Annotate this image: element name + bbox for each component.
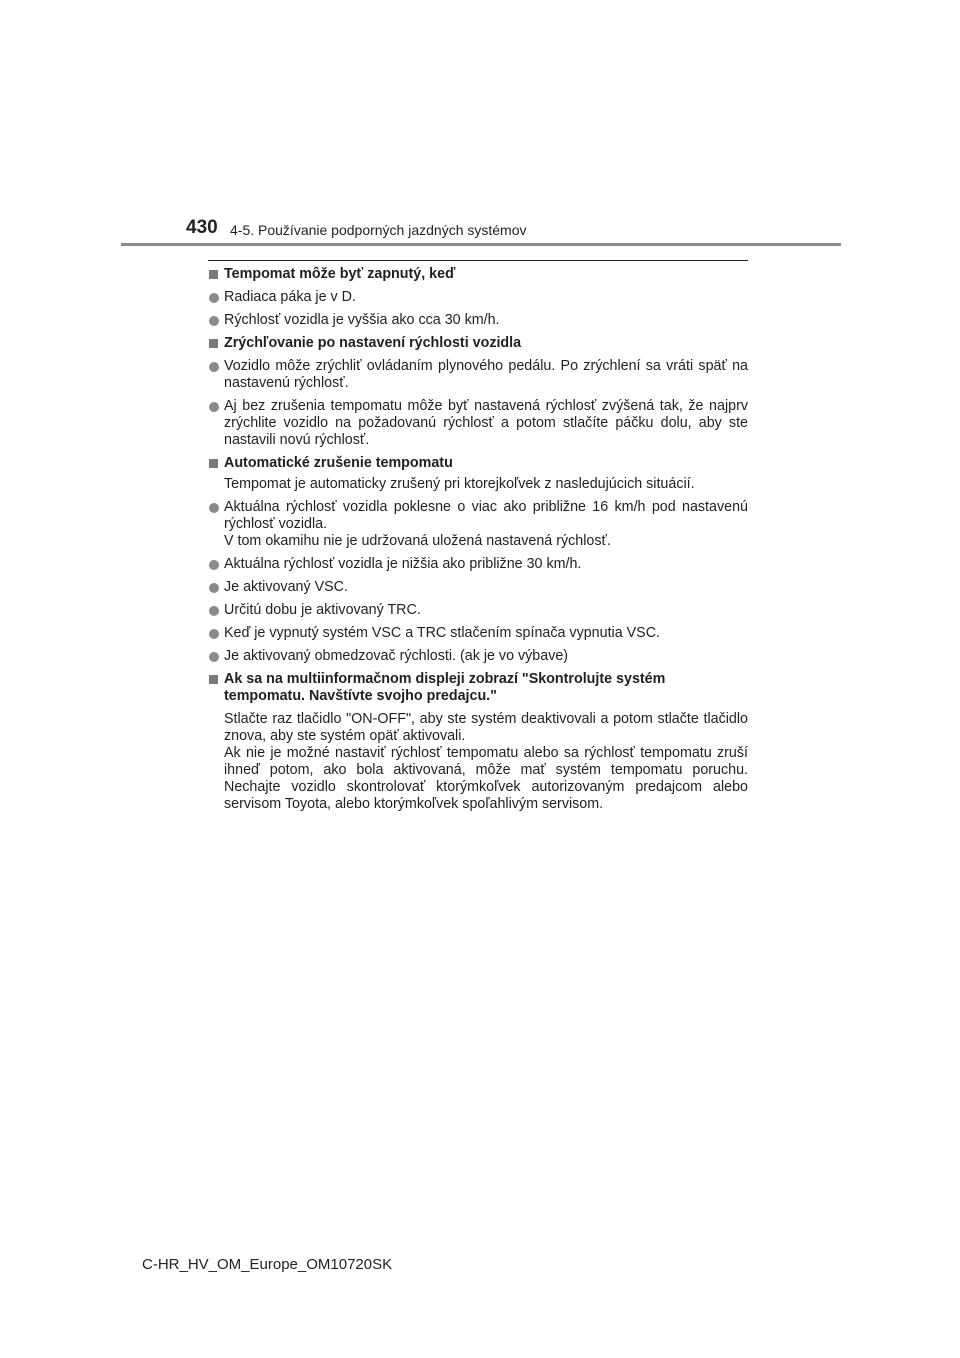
list-item-text: Vozidlo môže zrýchliť ovládaním plynového pedálu. Po zrýchlení sa vráti späť na nastavenú rýchlosť.: [224, 358, 748, 391]
section-heading: [208, 455, 748, 472]
list-item-text: Aktuálna rýchlosť vozidla poklesne o viac ako približne 16 km/h pod nastavenú rýchlosť vozidla.: [224, 499, 748, 532]
round-bullet-icon: [209, 362, 219, 372]
chapter-title: 4-5. Používanie podporných jazdných systémov: [230, 222, 527, 238]
square-bullet-icon: [209, 270, 218, 279]
round-bullet-icon: [209, 560, 219, 570]
section-heading: [208, 671, 748, 705]
section-title: Tempomat môže byť zapnutý, keď: [224, 266, 456, 282]
list-item-text: Určitú dobu je aktivovaný TRC.: [224, 602, 421, 618]
list-item-note: V tom okamihu nie je udržovaná uložená nastavená rýchlosť.: [224, 533, 611, 549]
section-heading: [208, 335, 748, 352]
list-item-text: Rýchlosť vozidla je vyššia ako cca 30 km/h.: [224, 312, 500, 328]
round-bullet-icon: [209, 293, 219, 303]
round-bullet-icon: [209, 402, 219, 412]
list-item-text: Aktuálna rýchlosť vozidla je nižšia ako približne 30 km/h.: [224, 556, 582, 572]
content-divider: [208, 260, 748, 261]
section-intro: Tempomat je automaticky zrušený pri ktorejkoľvek z nasledujúcich situácií.: [224, 476, 695, 492]
round-bullet-icon: [209, 629, 219, 639]
list-item: [208, 312, 748, 329]
header-divider: [121, 243, 841, 246]
list-item-text: Je aktivovaný VSC.: [224, 579, 348, 595]
list-item: [208, 289, 748, 306]
section-title: Zrýchľovanie po nastavení rýchlosti vozidla: [224, 335, 522, 351]
section-title: Automatické zrušenie tempomatu: [224, 455, 453, 471]
list-item: [208, 602, 748, 619]
list-item-text: Keď je vypnutý systém VSC a TRC stlačením spínača vypnutia VSC.: [224, 625, 661, 641]
list-item-text: Radiaca páka je v D.: [224, 289, 356, 305]
list-item: [208, 579, 748, 596]
round-bullet-icon: [209, 503, 219, 513]
section-heading: [208, 266, 748, 283]
list-item: [208, 499, 748, 550]
list-item: [208, 398, 748, 449]
square-bullet-icon: [209, 339, 218, 348]
square-bullet-icon: [209, 675, 218, 684]
list-item-text: Je aktivovaný obmedzovač rýchlosti. (ak je vo výbave): [224, 648, 569, 664]
document-code: C-HR_HV_OM_Europe_OM10720SK: [142, 1256, 393, 1273]
square-bullet-icon: [209, 459, 218, 468]
round-bullet-icon: [209, 652, 219, 662]
list-item: [208, 358, 748, 392]
round-bullet-icon: [209, 606, 219, 616]
list-item-text: Aj bez zrušenia tempomatu môže byť nastavená rýchlosť zvýšená tak, že najprv zrýchlite vozidlo na požadovanú rýchlosť a potom stlačíte páčku dolu, aby ste nastavili novú rýchlosť.: [224, 398, 748, 448]
list-item: [208, 625, 748, 642]
section-title: Ak sa na multiinformačnom displeji zobrazí "Skontrolujte systém tempomatu. Navštívte svojho predajcu.": [224, 671, 666, 704]
list-item: [208, 556, 748, 573]
page-number: 430: [186, 217, 218, 238]
list-item: [208, 648, 748, 665]
paragraph: Stlačte raz tlačidlo "ON-OFF", aby ste systém deaktivovali a potom stlačte tlačidlo znova, aby ste systém opäť aktivovali.: [224, 711, 748, 744]
paragraph: Ak nie je možné nastaviť rýchlosť tempomatu alebo sa rýchlosť tempomatu zruší ihneď potom, ako bola aktivovaná, môže mať systém tempomatu poruchu. Nechajte vozidlo skontrolovať ktorýmkoľvek autorizovaným predajcom alebo servisom Toyota, alebo ktorýmkoľvek spoľahlivým servisom.: [224, 745, 748, 812]
round-bullet-icon: [209, 583, 219, 593]
page-content: [208, 266, 748, 813]
round-bullet-icon: [209, 316, 219, 326]
